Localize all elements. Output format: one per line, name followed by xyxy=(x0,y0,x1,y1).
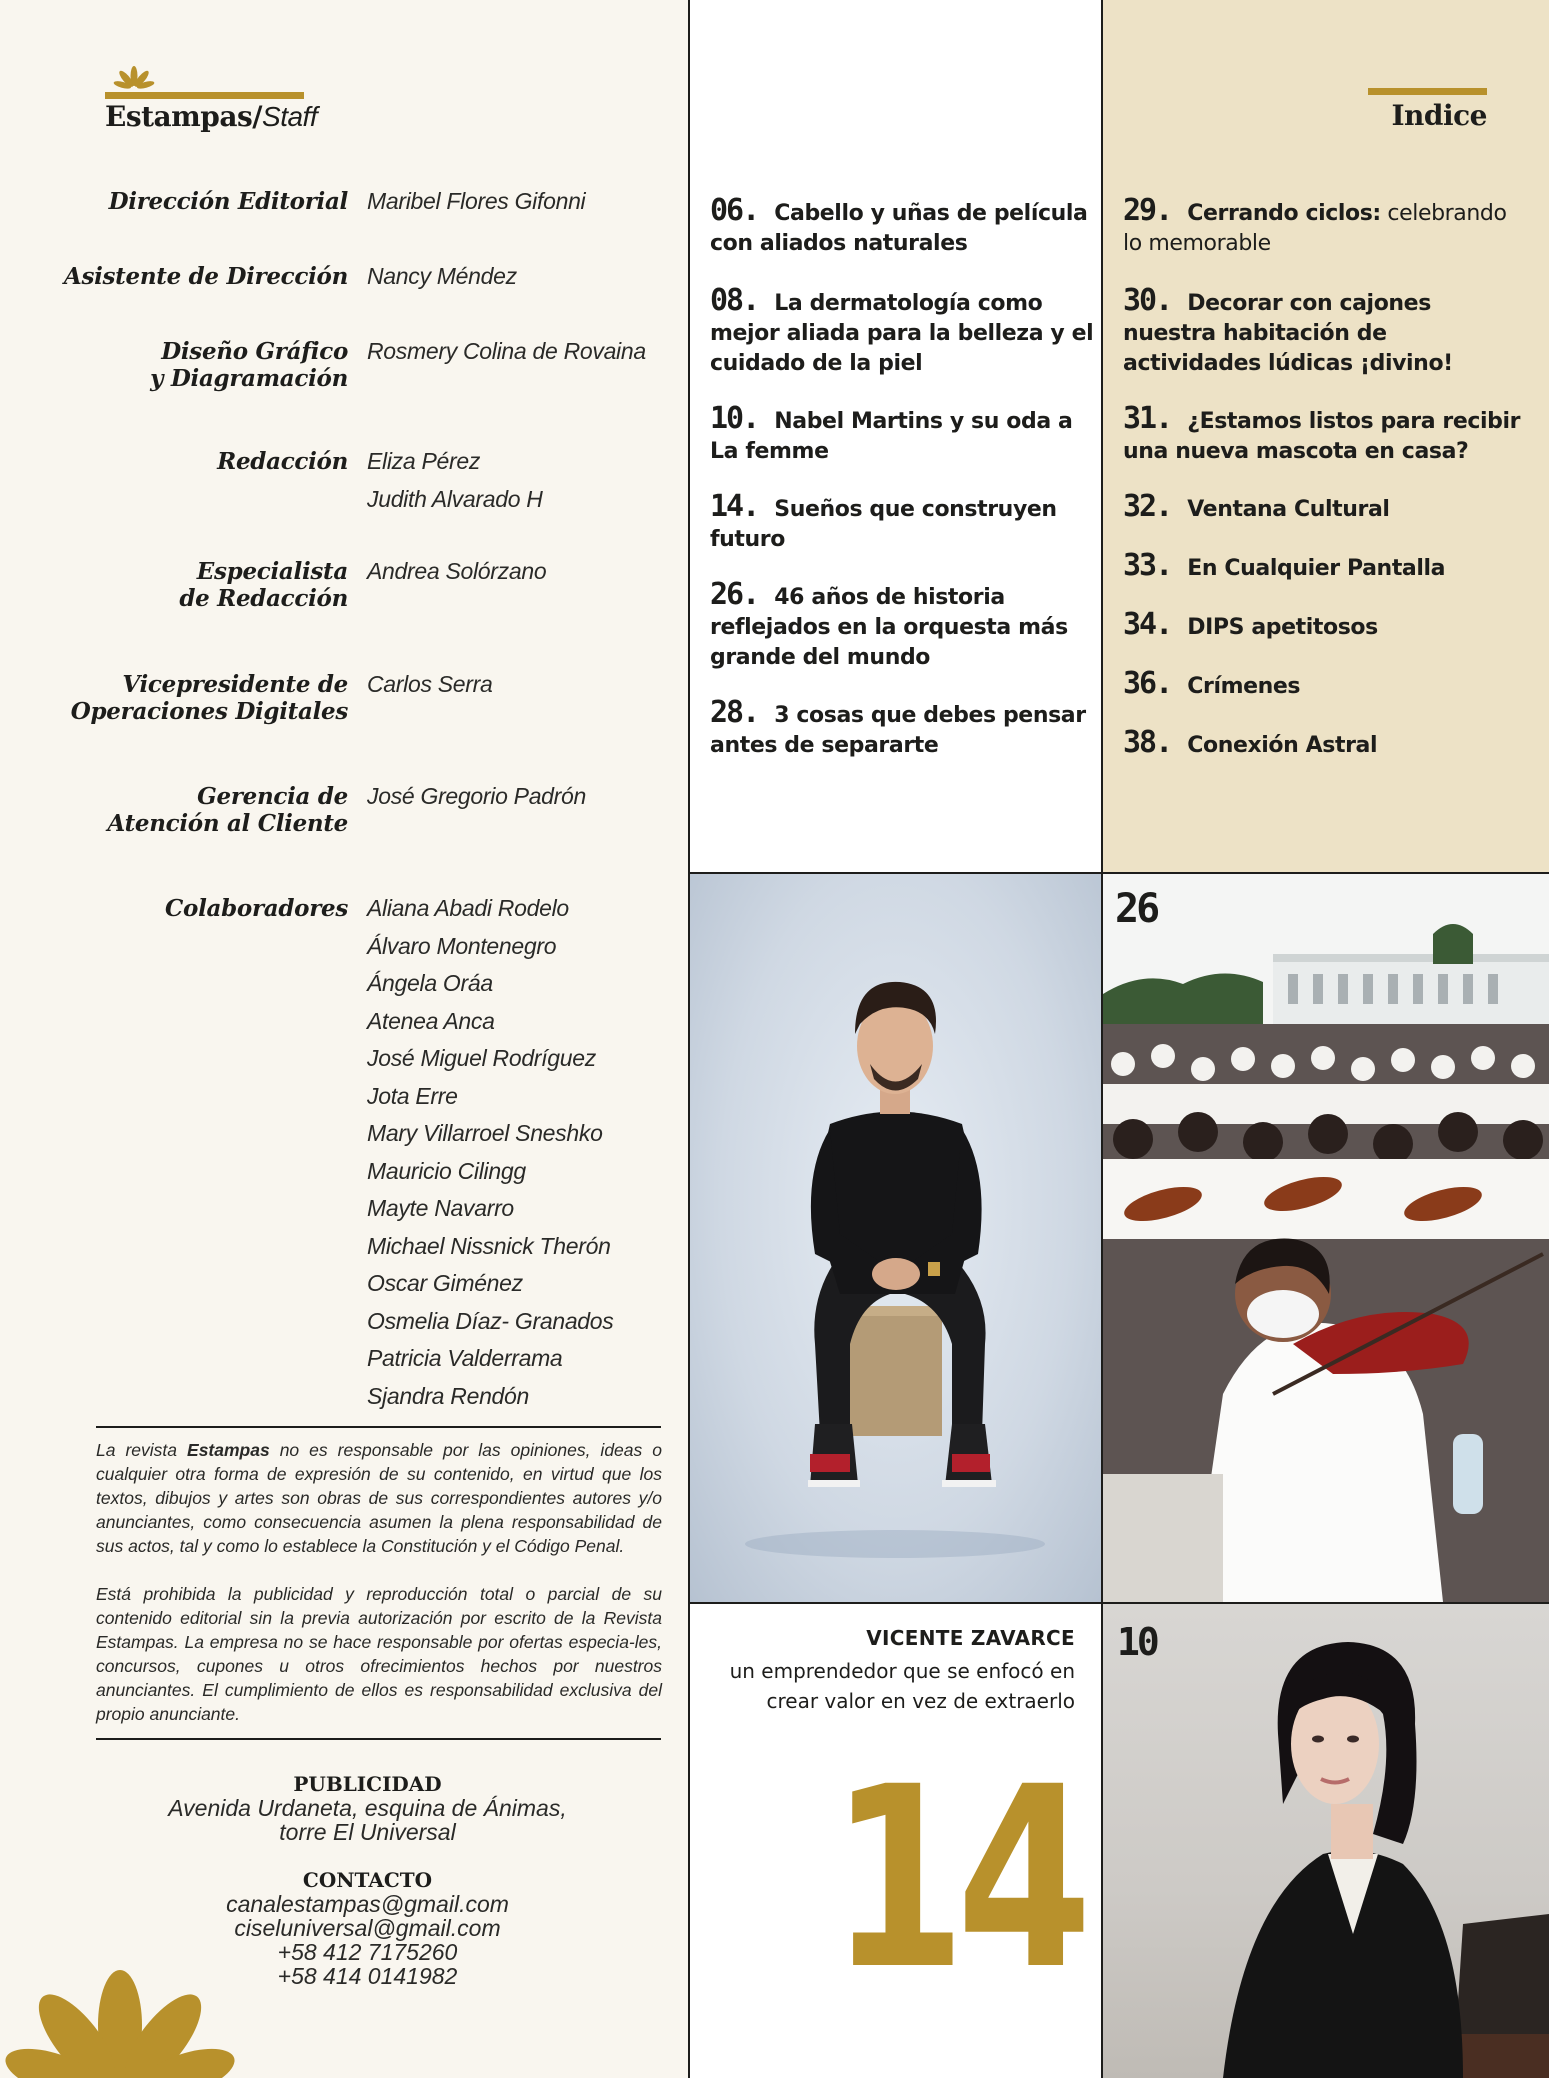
staff-role: Dirección Editorial xyxy=(108,188,348,215)
gold-rule xyxy=(1368,88,1487,95)
toc-page-number: 31. xyxy=(1123,401,1188,436)
brand-name: Estampas/ xyxy=(105,100,263,133)
toc-item[interactable]: 10. Nabel Martins y su oda a La femme xyxy=(710,401,1073,464)
woman-page-number: 10 xyxy=(1117,1620,1157,1664)
index-header xyxy=(1368,88,1487,132)
toc-page-number: 10. xyxy=(710,401,775,436)
toc-item[interactable]: 33. En Cualquier Pantalla xyxy=(1123,548,1446,583)
publicidad-block xyxy=(150,1772,585,1844)
photo-orchestra xyxy=(1103,874,1549,1602)
publicidad-heading: PUBLICIDAD xyxy=(293,1772,442,1796)
staff-role: Especialista de Redacción xyxy=(179,558,348,612)
staff-names: Nancy Méndez xyxy=(367,263,517,289)
feature-subtitle: un emprendedor que se enfocó en crear valor en vez de extraerlo xyxy=(729,1659,1075,1713)
toc-page-number: 36. xyxy=(1123,666,1188,701)
toc-item[interactable]: 38. Conexión Astral xyxy=(1123,725,1378,760)
photo-vicente-zavarce xyxy=(690,874,1101,1602)
toc-page-number: 33. xyxy=(1123,548,1188,583)
staff-names: Carlos Serra xyxy=(367,671,493,697)
section-name: Staff xyxy=(262,101,318,132)
toc-page-number: 08. xyxy=(710,283,775,318)
toc-item[interactable]: 28. 3 cosas que debes pensar antes de separarte xyxy=(710,695,1086,758)
staff-names: Aliana Abadi Rodelo Álvaro Montenegro Ángela Oráa Atenea Anca José Miguel Rodríguez Jota Erre Mary Villarroel Sneshko Mauricio Cilingg Mayte Navarro Michael Nissnick Therón Oscar Giménez Osmelia Díaz- Granados Patricia Valderrama Sjandra Rendón xyxy=(367,895,614,1409)
staff-role: Redacción xyxy=(217,448,348,475)
seated-man-illustration xyxy=(690,874,1101,1602)
contacto-heading: CONTACTO xyxy=(302,1868,433,1892)
staff-names: Andrea Solórzano xyxy=(367,558,547,584)
toc-page-number: 30. xyxy=(1123,283,1188,318)
row-divider xyxy=(688,872,1549,874)
toc-item[interactable]: 34. DIPS apetitosos xyxy=(1123,607,1378,642)
toc-item[interactable]: 06. Cabello y uñas de película con aliados naturales xyxy=(710,193,1088,256)
toc-item[interactable]: 30. Decorar con cajones nuestra habitación de actividades lúdicas ¡divino! xyxy=(1123,283,1453,376)
staff-names: Maribel Flores Gifonni xyxy=(367,188,586,214)
corner-flower-icon xyxy=(0,1955,250,2078)
publicidad-address xyxy=(150,1796,585,1844)
disclaimer-1 xyxy=(96,1438,662,1558)
toc-page-number: 34. xyxy=(1123,607,1188,642)
orchestra-page-number: 26 xyxy=(1115,886,1158,932)
feature-name: VICENTE ZAVARCE xyxy=(866,1626,1075,1650)
index-right-column xyxy=(1103,0,1549,872)
staff-names: Eliza Pérez Judith Alvarado H xyxy=(367,448,543,512)
toc-item[interactable]: 26. 46 años de historia reflejados en la orquesta más grande del mundo xyxy=(710,577,1068,670)
toc-page-number: 29. xyxy=(1123,193,1188,228)
woman-portrait-illustration xyxy=(1103,1604,1549,2078)
contact-line: +58 414 0141982 xyxy=(277,1963,458,1989)
toc-item[interactable]: 31. ¿Estamos listos para recibir una nueva mascota en casa? xyxy=(1123,401,1521,464)
disclaimer-brand: Estampas xyxy=(187,1440,270,1460)
toc-item[interactable]: 32. Ventana Cultural xyxy=(1123,489,1390,524)
gold-rule xyxy=(105,92,304,99)
staff-title xyxy=(105,100,317,133)
toc-page-number: 38. xyxy=(1123,725,1188,760)
staff-role: Asistente de Dirección xyxy=(63,263,348,290)
toc-page-number: 32. xyxy=(1123,489,1188,524)
feature-caption-panel xyxy=(690,1604,1101,2078)
contact-line: ciseluniversal@gmail.com xyxy=(234,1915,501,1941)
toc-page-number: 06. xyxy=(710,193,775,228)
toc-item[interactable]: 29. Cerrando ciclos: celebrando lo memorable xyxy=(1123,193,1507,256)
toc-item[interactable]: 08. La dermatología como mejor aliada para la belleza y el cuidado de la piel xyxy=(710,283,1094,376)
toc-page-number: 26. xyxy=(710,577,775,612)
contact-line: Avenida Urdaneta, esquina de Ánimas, xyxy=(168,1795,567,1821)
photo-nabel-martins xyxy=(1103,1604,1549,2078)
row-divider xyxy=(688,1602,1549,1604)
disclaimer-prefix: La revista xyxy=(96,1440,188,1460)
staff-column xyxy=(0,0,688,2078)
staff-names: José Gregorio Padrón xyxy=(367,783,587,809)
toc-page-number: 14. xyxy=(710,489,775,524)
flower-logo-icon xyxy=(107,66,161,92)
staff-names: Rosmery Colina de Rovaina xyxy=(367,338,646,364)
divider xyxy=(96,1426,661,1428)
column-divider xyxy=(1101,0,1103,2078)
disclaimer-2: Está prohibida la publicidad y reproducción total o parcial de su contenido editorial sin la previa autorización por escrito de la Revista Estampas. La empresa no se hace responsable por ofertas especia-les, concursos, cupones u otros ofrecimientos hechos por nuestros anunciantes. El cumplimiento de ellos es responsabilidad exclusiva del propio anunciante. xyxy=(96,1584,662,1724)
index-left-column xyxy=(690,0,1101,872)
staff-role: Colaboradores xyxy=(165,895,348,922)
orchestra-illustration xyxy=(1103,874,1549,1602)
contact-line: canalestampas@gmail.com xyxy=(226,1891,509,1917)
divider xyxy=(96,1738,661,1740)
disclaimer-body: no es responsable por las opiniones, ideas o cualquier otra forma de expresión de su contenido, en virtud que los textos, dibujos y artes son obras de sus correspondientes autores y/o anunciantes, como consecuencia asumen la plena responsabilidad de sus actos, tal y como lo establece la Constitución y el Código Penal. xyxy=(96,1440,662,1556)
toc-page-number: 28. xyxy=(710,695,775,730)
feature-page-number: 14 xyxy=(830,1733,1083,2024)
toc-item[interactable]: 14. Sueños que construyen futuro xyxy=(710,489,1057,552)
staff-role: Vicepresidente de Operaciones Digitales xyxy=(70,671,348,725)
contact-line: torre El Universal xyxy=(279,1819,456,1845)
contact-line: +58 412 7175260 xyxy=(277,1939,458,1965)
index-title: Indice xyxy=(1391,99,1487,132)
toc-item[interactable]: 36. Crímenes xyxy=(1123,666,1301,701)
staff-role: Gerencia de Atención al Cliente xyxy=(107,783,348,837)
staff-role: Diseño Gráfico y Diagramación xyxy=(150,338,348,392)
column-divider xyxy=(688,0,690,2078)
